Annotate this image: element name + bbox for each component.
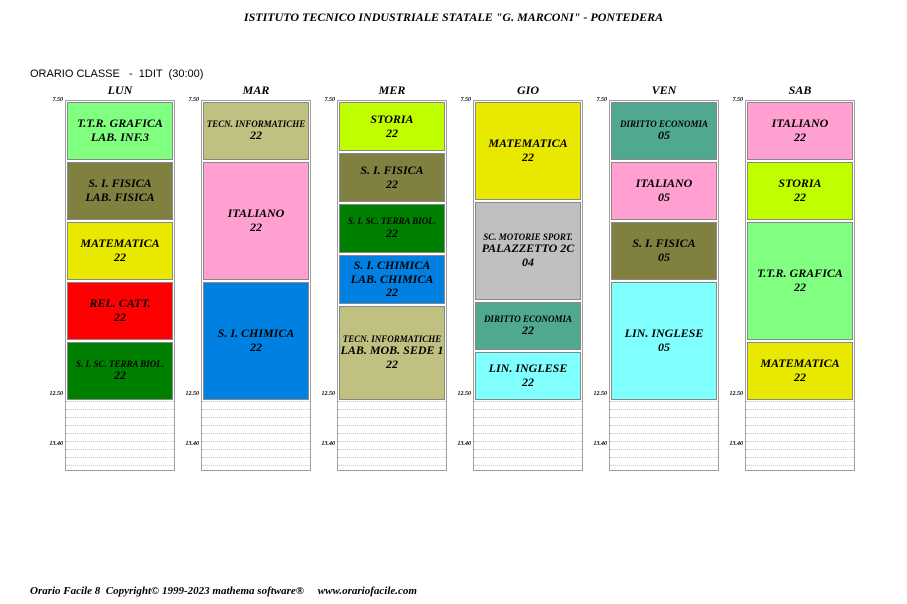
lesson-subject: S. I. CHIMICA bbox=[217, 326, 295, 341]
lesson-block[interactable] bbox=[339, 255, 445, 304]
lesson-block[interactable] bbox=[67, 162, 173, 220]
lesson-detail: 22 bbox=[794, 370, 806, 384]
lesson-subject: S. I. FISICA bbox=[632, 236, 696, 251]
lesson-block[interactable] bbox=[339, 102, 445, 151]
day-column-lun bbox=[65, 100, 175, 471]
lesson-detail: 22 bbox=[794, 130, 806, 144]
time-label-mid: 12.50 bbox=[729, 391, 743, 397]
lesson-detail: 22 bbox=[386, 176, 398, 191]
lesson-block[interactable] bbox=[611, 162, 717, 220]
lesson-block[interactable] bbox=[339, 153, 445, 202]
lesson-detail: 05 bbox=[658, 340, 670, 354]
lesson-subject: MATEMATICA bbox=[488, 136, 568, 151]
day-column-mar bbox=[201, 100, 311, 471]
lesson-detail: 05 bbox=[658, 190, 670, 204]
lesson-detail: PALAZZETTO 2C bbox=[481, 241, 575, 256]
time-label-mid: 12.50 bbox=[49, 391, 63, 397]
lesson-block[interactable] bbox=[475, 352, 581, 400]
lesson-subject: LIN. INGLESE bbox=[488, 361, 568, 376]
lesson-subject: ITALIANO bbox=[635, 176, 693, 191]
lesson-detail: 22 bbox=[386, 125, 398, 140]
lesson-block[interactable] bbox=[747, 222, 853, 340]
lesson-subject: DIRITTO ECONOMIA bbox=[483, 313, 573, 324]
time-label-start: 7.50 bbox=[460, 97, 471, 103]
lesson-block[interactable] bbox=[67, 222, 173, 280]
lesson-block[interactable] bbox=[475, 202, 581, 300]
time-label-end: 13.40 bbox=[593, 441, 607, 447]
lesson-block[interactable] bbox=[67, 282, 173, 340]
lesson-detail: 05 bbox=[658, 128, 670, 143]
lesson-subject: STORIA bbox=[370, 111, 414, 126]
lesson-detail: 05 bbox=[658, 250, 670, 264]
lesson-block[interactable] bbox=[611, 222, 717, 280]
day-label-mar: MAR bbox=[242, 83, 270, 97]
time-label-start: 7.50 bbox=[188, 97, 199, 103]
lesson-block[interactable] bbox=[339, 204, 445, 253]
lesson-subject: S. I. FISICA bbox=[88, 176, 152, 191]
lesson-detail: LAB. MOB. SEDE 1 bbox=[340, 343, 444, 358]
day-column-mer bbox=[337, 100, 447, 471]
lesson-block[interactable] bbox=[611, 102, 717, 160]
school-title: ISTITUTO TECNICO INDUSTRIALE STATALE "G. MARCONI" - PONTEDERA bbox=[243, 10, 664, 24]
lesson-detail: 22 bbox=[794, 280, 806, 294]
lesson-detail: LAB. CHIMICA bbox=[350, 271, 434, 286]
day-column-gio bbox=[473, 100, 583, 471]
lesson-detail: 22 bbox=[386, 225, 398, 240]
lesson-detail: 22 bbox=[522, 375, 534, 389]
lesson-block[interactable] bbox=[747, 102, 853, 160]
day-label-mer: MER bbox=[378, 83, 406, 97]
lesson-detail: 22 bbox=[114, 250, 126, 264]
lesson-block[interactable] bbox=[475, 102, 581, 200]
lesson-block[interactable] bbox=[67, 102, 173, 160]
time-label-end: 13.40 bbox=[321, 441, 335, 447]
lesson-subject: ITALIANO bbox=[771, 116, 829, 131]
lesson-detail: 22 bbox=[250, 128, 262, 143]
lesson-detail: 22 bbox=[114, 310, 126, 324]
lesson-subject: TECN. INFORMATICHE bbox=[206, 118, 306, 129]
time-label-start: 7.50 bbox=[324, 97, 335, 103]
lesson-block[interactable] bbox=[747, 342, 853, 400]
lesson-subject: REL. CATT. bbox=[89, 296, 151, 311]
lesson-detail: LAB. FISICA bbox=[85, 190, 155, 204]
lesson-block[interactable] bbox=[203, 282, 309, 400]
footer-copyright: Orario Facile 8 Copyright© 1999-2023 mathema software® www.orariofacile.com bbox=[30, 585, 417, 597]
time-label-mid: 12.50 bbox=[185, 391, 199, 397]
lesson-detail: LAB. INF.3 bbox=[90, 130, 150, 144]
day-column-sab bbox=[745, 100, 855, 471]
lesson-subject: S. I. SC. TERRA BIOL. bbox=[347, 216, 437, 227]
lesson-block[interactable] bbox=[67, 342, 173, 400]
day-label-lun: LUN bbox=[107, 83, 133, 97]
lesson-detail: 22 bbox=[794, 190, 806, 204]
lesson-subject: TECN. INFORMATICHE bbox=[342, 334, 442, 345]
lesson-subject: DIRITTO ECONOMIA bbox=[619, 118, 709, 129]
lesson-block[interactable] bbox=[339, 306, 445, 400]
time-label-mid: 12.50 bbox=[321, 391, 335, 397]
lesson-block[interactable] bbox=[475, 302, 581, 350]
time-label-end: 13.40 bbox=[729, 441, 743, 447]
lesson-subject: S. I. SC. TERRA BIOL. bbox=[75, 358, 165, 369]
lesson-subject: LIN. INGLESE bbox=[624, 326, 704, 341]
time-label-start: 7.50 bbox=[596, 97, 607, 103]
time-label-mid: 12.50 bbox=[593, 391, 607, 397]
lesson-subject: S. I. CHIMICA bbox=[353, 257, 431, 272]
lesson-block[interactable] bbox=[611, 282, 717, 400]
lesson-detail: 22 bbox=[250, 220, 262, 234]
time-label-mid: 12.50 bbox=[457, 391, 471, 397]
lesson-detail: 22 bbox=[522, 323, 534, 338]
lesson-block[interactable] bbox=[203, 162, 309, 280]
lesson-detail: 22 bbox=[386, 357, 398, 372]
lesson-detail: 22 bbox=[114, 368, 126, 383]
lesson-block[interactable] bbox=[747, 162, 853, 220]
lesson-subject: T.T.R. GRAFICA bbox=[757, 266, 843, 281]
lesson-detail: 04 bbox=[522, 255, 534, 270]
time-label-start: 7.50 bbox=[52, 97, 63, 103]
lesson-detail: 22 bbox=[386, 285, 398, 300]
lesson-subject: ITALIANO bbox=[227, 206, 285, 221]
time-label-end: 13.40 bbox=[457, 441, 471, 447]
day-label-ven: VEN bbox=[651, 83, 677, 97]
class-info: ORARIO CLASSE - 1DIT (30:00) bbox=[30, 68, 204, 80]
lesson-subject: T.T.R. GRAFICA bbox=[77, 116, 163, 131]
lesson-subject: S. I. FISICA bbox=[360, 162, 424, 177]
lesson-subject: MATEMATICA bbox=[80, 236, 160, 251]
day-column-ven bbox=[609, 100, 719, 471]
time-label-start: 7.50 bbox=[732, 97, 743, 103]
lesson-detail: 22 bbox=[522, 150, 534, 164]
day-label-gio: GIO bbox=[516, 83, 539, 97]
lesson-subject: STORIA bbox=[778, 176, 822, 191]
lesson-subject: SC. MOTORIE SPORT. bbox=[483, 232, 573, 243]
day-label-sab: SAB bbox=[788, 83, 812, 97]
lesson-block[interactable] bbox=[203, 102, 309, 160]
lesson-detail: 22 bbox=[250, 340, 262, 354]
lesson-subject: MATEMATICA bbox=[760, 356, 840, 371]
time-label-end: 13.40 bbox=[185, 441, 199, 447]
time-label-end: 13.40 bbox=[49, 441, 63, 447]
